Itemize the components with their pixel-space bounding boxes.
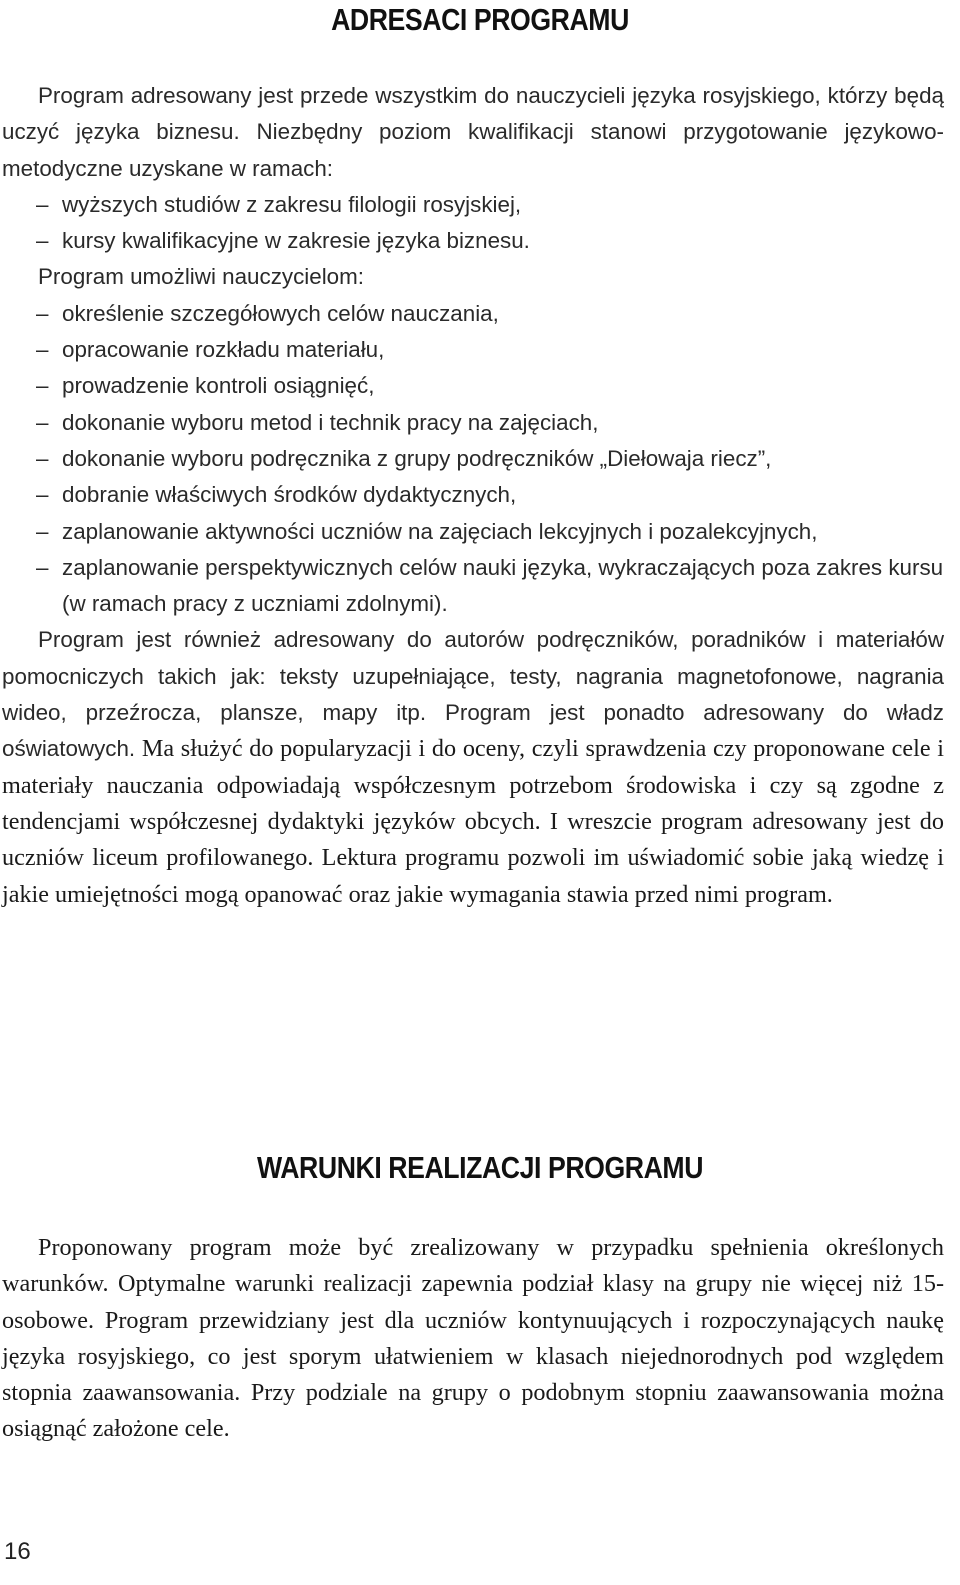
list-item: – dokonanie wyboru podręcznika z grupy podręczników „Diełowaja riecz”, (36, 445, 772, 471)
section-body-adresaci (2, 78, 944, 913)
conditions-paragraph: Proponowany program może być zrealizowany w przypadku spełnienia określonych warunków. Optymalne warunki realizacji zapewnia podział klasy na grupy nie więcej niż 15-osobowe. Program przewidziany jest dla uczniów kontynuujących i rozpoczynających naukę języka rosyjskiego, co jest sporym ułatwieniem w klasach niejednorodnych pod względem stopnia zaawansowania. Przy podziale na grupy o podobnym stopniu zaawansowania można osiągnąć założone cele. (2, 1234, 944, 1443)
section-title-adresaci: ADRESACI PROGRAMU (331, 2, 629, 37)
list-item: – wyższych studiów z zakresu filologii rosyjskiej, (36, 191, 522, 217)
list-item: – zaplanowanie perspektywicznych celów nauki języka, wykraczających poza zakres kursu (w ramach pracy z uczniami zdolnymi). (36, 554, 944, 617)
closing-paragraph (2, 622, 944, 912)
enables-list (2, 296, 944, 623)
list-item: – prowadzenie kontroli osiągnięć, (36, 373, 375, 399)
list-item: – dokonanie wyboru metod i technik pracy na zajęciach, (36, 409, 599, 435)
qualifications-list (2, 187, 944, 260)
closing-text-sans: Program jest również adresowany do autorów podręczników, poradników i materiałów pomocniczych takich jak: teksty uzupełniające, testy, nagrania magnetofonowe, nagrania wideo, przeźrocza, plansze, mapy itp. Program jest ponadto adresowany do władz oświatowych. (2, 627, 944, 762)
list-item: – zaplanowanie aktywności uczniów na zajęciach lekcyjnych i pozalekcyjnych, (36, 518, 818, 544)
list-item: – kursy kwalifikacyjne w zakresie języka biznesu. (36, 228, 530, 254)
section-body-warunki (2, 1230, 944, 1448)
closing-text-serif: Ma służyć do popularyzacji i do oceny, czyli sprawdzenia czy proponowane cele i materiały nauczania odpowiadają współczesnym potrzebom środowiska i czy są zgodne z tendencjami współczesnej dydaktyki języków obcych. I wreszcie program adresowany jest do uczniów liceum profilowanego. Lektura programu pozwoli im uświadomić sobie jaką wiedzę i jakie umiejętności mogą opanować oraz jakie wymagania stawia przed nimi program. (2, 735, 944, 908)
intro-paragraph: Program adresowany jest przede wszystkim do nauczycieli języka rosyjskiego, którzy będą uczyć języka biznesu. Niezbędny poziom kwalifikacji stanowi przygotowanie językowo-metodyczne uzyskane w ramach: (2, 83, 944, 181)
page-number: 16 (4, 1538, 31, 1565)
section-title-warunki: WARUNKI REALIZACJI PROGRAMU (256, 1150, 704, 1185)
enables-intro: Program umożliwi nauczycielom: (38, 264, 365, 290)
list-item: – dobranie właściwych środków dydaktycznych, (36, 482, 517, 508)
list-item: – opracowanie rozkładu materiału, (36, 337, 385, 363)
list-item: – określenie szczegółowych celów nauczania, (36, 300, 499, 326)
